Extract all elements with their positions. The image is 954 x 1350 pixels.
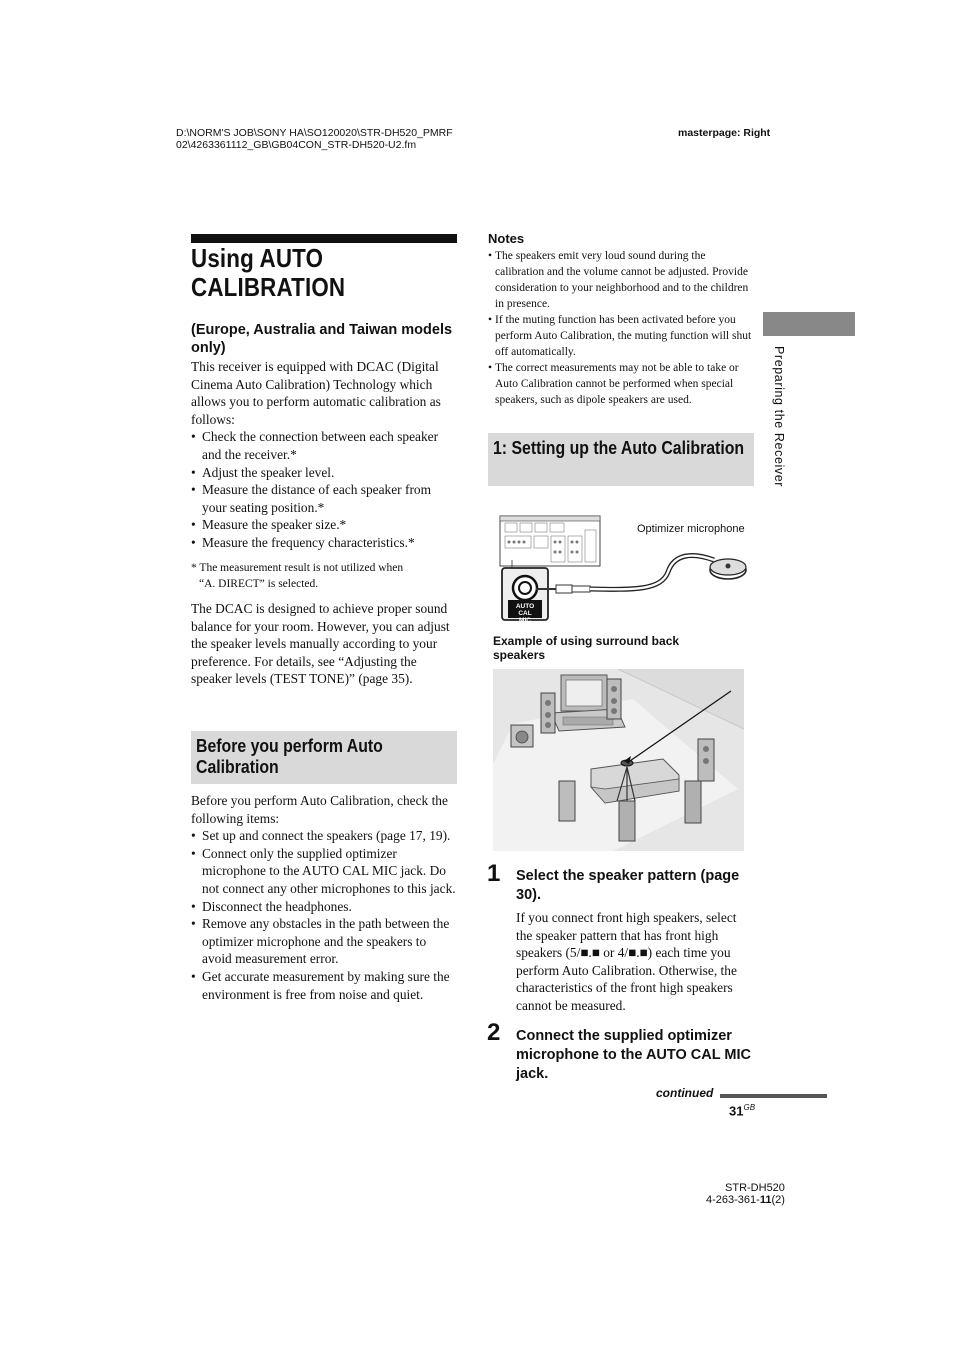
- continued-rule: [720, 1094, 827, 1098]
- step-2-number: 2: [487, 1019, 501, 1046]
- list-item: • Remove any obstacles in the path between the optimizer microphone and the speakers to avoid measurement error.: [191, 915, 459, 968]
- file-path-header: [176, 127, 453, 151]
- page-number-suffix: GB: [743, 1103, 756, 1112]
- step-2-heading: Connect the supplied optimizer microphone to the AUTO CAL MIC jack.: [516, 1028, 751, 1082]
- room-illustration: [493, 669, 744, 851]
- list-item: • Measure the distance of each speaker from your seating position.*: [191, 481, 457, 516]
- intro-paragraph: This receiver is equipped with DCAC (Digital Cinema Auto Calibration) Technology which allows you to perform automatic calibration as follows:: [191, 359, 441, 427]
- list-item: • Get accurate measurement by making sure the environment is free from noise and quiet.: [191, 968, 459, 1003]
- footnote-line-1: * The measurement result is not utilized when: [191, 562, 404, 574]
- continued-label: continued: [656, 1086, 714, 1100]
- dcac-paragraph: The DCAC is designed to achieve proper sound balance for your room. However, you can adjust the speaker levels manually according to your preference. For details, see “Adjusting the speaker levels (TEST TONE)” (page 35).: [191, 601, 450, 687]
- part-number-prefix: 4-263-361-: [706, 1194, 760, 1206]
- title-rule: [191, 234, 457, 243]
- list-item: • Disconnect the headphones.: [191, 898, 459, 916]
- before-section-title: Before you perform Auto Calibration: [196, 736, 383, 777]
- list-item: • Check the connection between each speaker and the receiver.*: [191, 428, 457, 463]
- mic-label: Optimizer microphone: [637, 523, 745, 535]
- page-title: [191, 244, 423, 302]
- notes-list-block: [488, 248, 756, 408]
- page-title-line-2: CALIBRATION: [191, 272, 346, 302]
- jack-label-line-2: MIC: [519, 617, 531, 624]
- masterpage-label: masterpage: Right: [678, 127, 771, 139]
- step-1-body: If you connect front high speakers, select the speaker pattern that has front high speakers (5/■.■ or 4/■.■) each time you perform Auto Calibration. Otherwise, the characteristics of the front high speakers cannot be measured.: [516, 910, 737, 1013]
- list-item: • Set up and connect the speakers (page 17, 19).: [191, 827, 459, 845]
- list-item: • The correct measurements may not be able to take or Auto Calibration cannot be performed when special speakers, such as dipole speakers are used.: [488, 360, 756, 408]
- part-number-suffix: (2): [771, 1194, 785, 1206]
- feature-list: [191, 428, 457, 551]
- model-info: [706, 1182, 785, 1206]
- list-item: • Measure the frequency characteristics.*: [191, 534, 457, 552]
- setup-section-title: 1: Setting up the Auto Calibration: [493, 438, 745, 458]
- notes-list: [488, 248, 756, 408]
- region-subheading: (Europe, Australia and Taiwan models only): [191, 322, 453, 356]
- file-path-line-2: 02\4263361112_GB\GB04CON_STR-DH520-U2.fm: [176, 139, 417, 151]
- page-number: [729, 1103, 755, 1118]
- chapter-tab-label: Preparing the Receiver: [772, 346, 786, 488]
- footnote-line-2: “A. DIRECT” is selected.: [199, 577, 319, 590]
- chapter-tab: [763, 312, 855, 336]
- speaker-room-diagram: [493, 669, 744, 851]
- example-caption: Example of using surround back speakers: [493, 634, 680, 662]
- list-item: • The speakers emit very loud sound during the calibration and the volume cannot be adjusted. Provide consideration to your neighborhood and to the children in presence.: [488, 248, 756, 312]
- before-section-header: [191, 731, 457, 784]
- list-item: • Adjust the speaker level.: [191, 464, 457, 482]
- checklist: [191, 827, 459, 1003]
- list-item: • Measure the speaker size.*: [191, 516, 457, 534]
- footnote: [191, 561, 457, 592]
- list-item: • If the muting function has been activated before you perform Auto Calibration, the muting function will shut off automatically.: [488, 312, 756, 360]
- model-number: STR-DH520: [725, 1182, 785, 1194]
- page-title-line-1: Using AUTO: [191, 243, 324, 273]
- jack-label: [510, 603, 540, 624]
- step-1-number: 1: [487, 860, 501, 887]
- file-path-line-1: D:\NORM'S JOB\SONY HA\SO120020\STR-DH520_PMRF: [176, 127, 453, 139]
- before-section-intro: Before you perform Auto Calibration, check the following items:: [191, 793, 448, 826]
- part-number: [706, 1194, 785, 1206]
- jack-label-line-1: AUTO CAL: [515, 603, 535, 617]
- list-item: • Connect only the supplied optimizer microphone to the AUTO CAL MIC jack. Do not connect any other microphones to this jack.: [191, 845, 459, 898]
- part-number-revision: 11: [759, 1194, 772, 1206]
- before-section-body: [191, 792, 459, 1003]
- intro-block: [191, 358, 457, 552]
- notes-heading: Notes: [488, 231, 525, 246]
- step-1-heading: Select the speaker pattern (page 30).: [516, 868, 740, 903]
- setup-section-header: [488, 433, 754, 486]
- page-number-value: 31: [729, 1103, 744, 1119]
